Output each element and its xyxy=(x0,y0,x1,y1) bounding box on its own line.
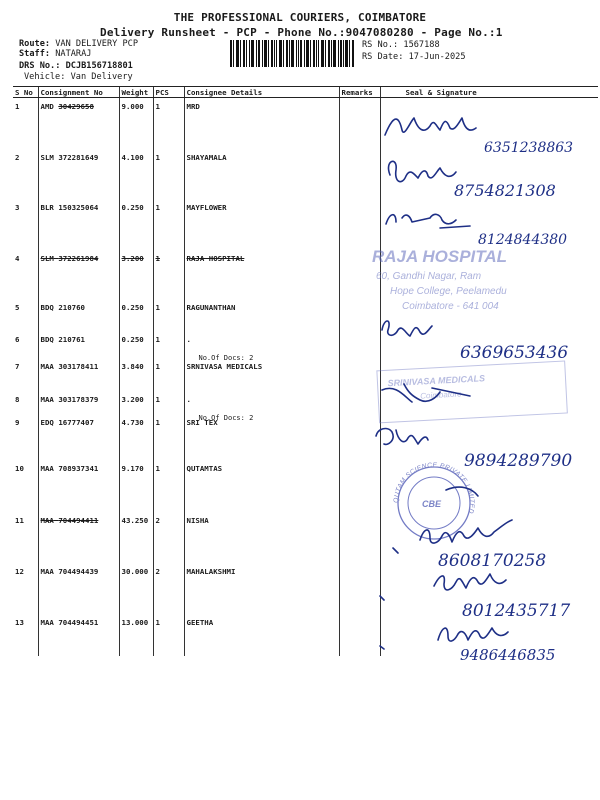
rs-no-label: RS No.: xyxy=(362,40,399,50)
table-row xyxy=(13,563,598,614)
col-pcs: PCS xyxy=(153,87,184,98)
stamp-raja-line3: Hope College, Peelamedu xyxy=(390,286,507,297)
cell-weight: 30.000 xyxy=(119,563,153,614)
table-row xyxy=(13,149,598,199)
cell-sno: 1 xyxy=(15,102,20,111)
cell-remarks xyxy=(339,331,380,358)
cell-weight: 9.170 xyxy=(119,460,153,512)
cell-signature xyxy=(380,391,598,414)
cell-consignee: MAHALAKSHMI xyxy=(184,563,339,614)
cell-sno: 13 xyxy=(15,617,24,627)
cell-pcs: 1 xyxy=(153,199,184,250)
cell-signature xyxy=(380,149,598,199)
cell-weight: 9.000 xyxy=(119,98,153,149)
stamp-srinivasa-line1: SRINIVASA MEDICALS xyxy=(387,373,486,389)
phone-row-2: 8754821308 xyxy=(454,181,556,200)
cell-sno: 11 xyxy=(15,515,24,525)
consignment-number: 210760 xyxy=(58,302,86,312)
cell-signature xyxy=(380,563,598,614)
seal-center-text: CBE xyxy=(422,499,442,509)
consignment-prefix: SLM xyxy=(40,253,54,263)
route-value: VAN DELIVERY PCP xyxy=(55,39,139,49)
consignment-prefix: MAA xyxy=(40,617,54,627)
cell-pcs: 1 xyxy=(153,149,184,199)
cell-remarks xyxy=(339,358,380,391)
cell-pcs: 2 xyxy=(153,563,184,614)
phone-row-9: 9894289790 xyxy=(464,451,573,471)
cell-remarks xyxy=(339,614,380,656)
table-row xyxy=(13,414,598,460)
cell-weight: 13.000 xyxy=(119,614,153,656)
cell-signature xyxy=(380,614,598,656)
cell-sno: 7 xyxy=(15,361,20,371)
cell-consignee: RAGUNANTHAN xyxy=(184,299,339,331)
vehicle-label: Vehicle: xyxy=(24,72,66,82)
consignment-prefix: MAA xyxy=(40,566,54,576)
staff-label: Staff: xyxy=(19,49,51,59)
cell-consignee: SRNIVASA MEDICALS xyxy=(184,358,339,391)
cell-consignee: MRD xyxy=(184,98,339,149)
cell-weight: 0.250 xyxy=(119,299,153,331)
cell-pcs: 1 xyxy=(153,614,184,656)
cell-remarks xyxy=(339,414,380,460)
cell-remarks xyxy=(339,199,380,250)
cell-consignment xyxy=(38,299,119,331)
cell-weight: 0.250 xyxy=(119,199,153,250)
phone-row-13: 9486446835 xyxy=(460,646,556,664)
consignment-prefix: BDQ xyxy=(40,334,54,344)
cell-signature xyxy=(380,331,598,358)
cell-remarks xyxy=(339,98,380,149)
phone-row-11: 8608170258 xyxy=(438,551,547,571)
cell-consignment xyxy=(38,358,119,391)
cell-pcs: 1 xyxy=(153,98,184,149)
cell-sno: 12 xyxy=(15,566,24,576)
cell-consignee: NISHA xyxy=(184,512,339,563)
consignment-prefix: MAA xyxy=(40,361,54,371)
consignment-prefix: SLM xyxy=(40,152,54,162)
consignment-number: 30429658 xyxy=(58,102,94,111)
consignment-number: 708937341 xyxy=(58,463,99,473)
consignment-number: 303178379 xyxy=(58,394,99,404)
table-row xyxy=(13,460,598,512)
docs-count: No.Of Docs: 2 xyxy=(198,353,254,362)
cell-weight: 3.200 xyxy=(119,250,153,299)
cell-consignment xyxy=(38,563,119,614)
cell-sno: 6 xyxy=(15,334,20,344)
cell-consignee: QUTAMTAS xyxy=(184,460,339,512)
cell-remarks xyxy=(339,149,380,199)
drs-line xyxy=(19,61,133,71)
consignment-prefix: MAA xyxy=(40,515,54,525)
seal-ring-text: QUTAM SCIENCE PRIVATE LIMITED xyxy=(392,461,476,515)
consignment-prefix: BLR xyxy=(40,202,54,212)
cell-signature xyxy=(380,358,598,391)
cell-pcs: 1 xyxy=(153,299,184,331)
cell-consignment xyxy=(38,250,119,299)
cell-weight: 3.840 xyxy=(119,358,153,391)
cell-remarks xyxy=(339,460,380,512)
consignment-number: 210761 xyxy=(58,334,86,344)
cell-weight: 4.730 xyxy=(119,414,153,460)
cell-remarks xyxy=(339,250,380,299)
cell-consignee: RAJA HOSPITAL xyxy=(184,250,339,299)
col-consignee: Consignee Details xyxy=(184,87,339,98)
rs-date-label: RS Date: xyxy=(362,52,404,62)
cell-weight: 0.250 xyxy=(119,331,153,358)
stamp-srinivasa-line2: Coimbatore xyxy=(420,389,462,401)
rs-no-line xyxy=(362,40,440,50)
cell-weight: 43.250 xyxy=(119,512,153,563)
cell-signature xyxy=(380,250,598,299)
vehicle-value: Van Delivery xyxy=(70,72,133,82)
table-row xyxy=(13,199,598,250)
cell-pcs: 1 xyxy=(153,331,184,358)
table-row xyxy=(13,391,598,414)
cell-signature xyxy=(380,512,598,563)
barcode xyxy=(230,40,354,67)
cell-consignee: SHAYAMALA xyxy=(184,149,339,199)
cell-pcs: 1 xyxy=(153,460,184,512)
phone-row-6: 6369653436 xyxy=(460,343,569,363)
consignment-number: 372281649 xyxy=(58,152,99,162)
cell-consignee: GEETHA xyxy=(184,614,339,656)
runsheet-subtitle: Delivery Runsheet - PCP - Phone No.:9047080280 - Page No.:1 xyxy=(100,26,503,39)
rs-no-value: 1567188 xyxy=(403,40,440,50)
vehicle-line xyxy=(24,72,133,82)
cell-pcs: 1 xyxy=(153,358,184,391)
cell-consignment xyxy=(38,98,119,149)
consignment-number: 704494451 xyxy=(58,617,99,627)
cell-sno: 4 xyxy=(15,253,20,263)
col-seal-signature: Seal & Signature xyxy=(380,87,598,98)
cell-remarks xyxy=(339,512,380,563)
cell-consignee: SRI TEX xyxy=(184,414,339,460)
cell-signature xyxy=(380,199,598,250)
phone-row-3: 8124844380 xyxy=(478,232,568,248)
staff-line xyxy=(19,49,91,59)
cell-pcs: 2 xyxy=(153,512,184,563)
table-row xyxy=(13,358,598,391)
consignee-name: . xyxy=(186,394,191,404)
cell-consignment xyxy=(38,414,119,460)
cell-signature xyxy=(380,299,598,331)
col-remarks: Remarks xyxy=(339,87,380,98)
stamp-raja-line4: Coimbatore - 641 004 xyxy=(402,301,499,312)
stamp-raja-line2: 60, Gandhi Nagar, Ram xyxy=(376,271,482,282)
cell-sno: 8 xyxy=(15,394,20,404)
table-row xyxy=(13,614,598,656)
col-weight: Weight xyxy=(119,87,153,98)
docs-count: No.Of Docs: 2 xyxy=(198,413,254,422)
drs-value: DCJB156718801 xyxy=(65,61,133,71)
consignment-prefix: EDQ xyxy=(40,417,54,427)
cell-consignment xyxy=(38,149,119,199)
drs-label: DRS No.: xyxy=(19,61,61,71)
company-title: THE PROFESSIONAL COURIERS, COIMBATORE xyxy=(173,11,427,24)
consignment-prefix: MAA xyxy=(40,463,54,473)
staff-value: NATARAJ xyxy=(55,49,92,59)
cell-weight: 3.200 xyxy=(119,391,153,414)
rs-date-line xyxy=(362,52,466,62)
cell-consignment xyxy=(38,331,119,358)
route-line xyxy=(19,39,138,49)
cell-consignee xyxy=(184,331,339,362)
cell-consignment xyxy=(38,614,119,656)
consignment-number: 372261984 xyxy=(58,253,99,263)
cell-consignee: MAYFLOWER xyxy=(184,199,339,250)
table-row xyxy=(13,512,598,563)
table-row xyxy=(13,299,598,331)
table-row xyxy=(13,98,598,149)
consignment-number: 704494411 xyxy=(58,515,99,525)
cell-remarks xyxy=(339,563,380,614)
table-row xyxy=(13,250,598,299)
rs-date-value: 17-Jun-2025 xyxy=(408,52,466,62)
consignment-prefix: BDQ xyxy=(40,302,54,312)
phone-row-12: 8012435717 xyxy=(462,601,571,621)
cell-pcs: 1 xyxy=(153,250,184,299)
phone-row-1: 6351238863 xyxy=(484,140,574,156)
stamp-raja-line1: RAJA HOSPITAL xyxy=(372,247,508,266)
cell-sno: 5 xyxy=(15,302,20,312)
consignment-number: 303178411 xyxy=(58,361,99,371)
cell-remarks xyxy=(339,299,380,331)
cell-signature xyxy=(380,460,598,515)
consignment-number: 150325064 xyxy=(58,202,99,212)
consignment-prefix: MAA xyxy=(40,394,54,404)
col-sno: S No xyxy=(13,87,38,98)
cell-remarks xyxy=(339,391,380,414)
cell-sno: 9 xyxy=(15,417,20,427)
consignee-name: . xyxy=(186,334,191,344)
consignment-number: 704494439 xyxy=(58,566,99,576)
consignment-number: 16777407 xyxy=(58,417,94,427)
cell-pcs: 1 xyxy=(153,391,184,414)
cell-sno: 10 xyxy=(15,463,24,473)
consignment-prefix: AMD xyxy=(40,102,54,111)
cell-pcs: 1 xyxy=(153,414,184,460)
cell-signature xyxy=(380,98,598,149)
cell-consignment xyxy=(38,460,119,512)
runsheet-table xyxy=(13,86,598,656)
table-header-row xyxy=(13,87,598,98)
route-label: Route: xyxy=(19,39,51,49)
col-consignment: Consignment No xyxy=(38,87,119,98)
cell-sno: 3 xyxy=(15,202,20,212)
cell-consignment xyxy=(38,391,119,414)
cell-consignment xyxy=(38,199,119,250)
cell-sno: 2 xyxy=(15,152,20,162)
cell-consignment xyxy=(38,512,119,563)
cell-signature xyxy=(380,414,598,460)
table-row xyxy=(13,331,598,358)
cell-weight: 4.100 xyxy=(119,149,153,199)
